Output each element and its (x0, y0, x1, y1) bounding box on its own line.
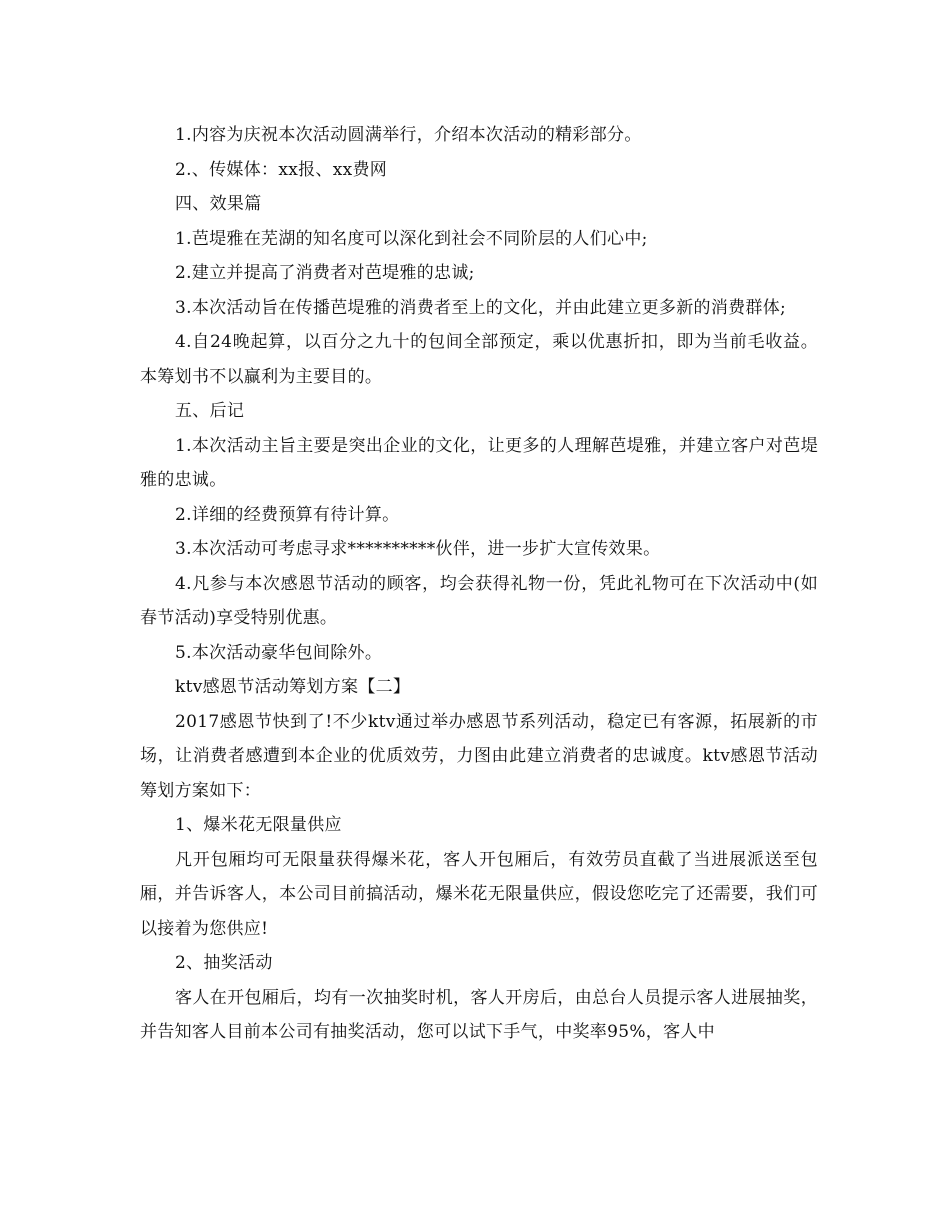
paragraph: 2.建立并提高了消费者对芭堤雅的忠诚; (175, 263, 475, 283)
paragraph: 5.本次活动豪华包间除外。 (175, 642, 383, 663)
paragraph: 2.、传媒体：xx报、xx费网 (175, 159, 388, 180)
paragraph: 3.本次活动旨在传播芭堤雅的消费者至上的文化，并由此建立更多新的消费群体; (175, 297, 787, 318)
section-heading: 四、效果篇 (175, 194, 262, 214)
paragraph: 1.本次活动主旨主要是突出企业的文化，让更多的人理解芭堤雅，并建立客户对芭堤雅的忠诚。 (140, 435, 818, 490)
paragraph: 2.详细的经费预算有待计算。 (175, 504, 400, 525)
document-body (140, 118, 818, 1050)
paragraph: 4.凡参与本次感恩节活动的顾客，均会获得礼物一份，凭此礼物可在下次活动中(如春节活动)享受特别优惠。 (140, 573, 818, 628)
paragraph: 客人在开包厢后，均有一次抽奖时机，客人开房后，由总台人员提示客人进展抽奖，并告知客人目前本公司有抽奖活动，您可以试下手气，中奖率95%，客人中 (140, 987, 818, 1042)
paragraph: 4.自24晚起算，以百分之九十的包间全部预定，乘以优惠折扣，即为当前毛收益。本筹划书不以赢利为主要目的。 (140, 332, 818, 387)
paragraph: 1.芭堤雅在芜湖的知名度可以深化到社会不同阶层的人们心中; (175, 228, 648, 249)
section-heading: 1、爆米花无限量供应 (175, 815, 342, 835)
section-heading: 五、后记 (175, 401, 245, 421)
paragraph: 凡开包厢均可无限量获得爆米花，客人开包厢后，有效劳员直截了当进展派送至包厢，并告诉客人，本公司目前搞活动，爆米花无限量供应，假设您吃完了还需要，我们可以接着为您供应! (140, 849, 818, 939)
paragraph: 3.本次活动可考虑寻求**********伙伴，进一步扩大宣传效果。 (175, 539, 661, 559)
paragraph: 1.内容为庆祝本次活动圆满举行，介绍本次活动的精彩部分。 (175, 125, 642, 145)
paragraph: 2017感恩节快到了!不少ktv通过举办感恩节系列活动，稳定已有客源，拓展新的市场，让消费者感遭到本企业的优质效劳，力图由此建立消费者的忠诚度。ktv感恩节活动筹划方案如下： (140, 711, 818, 801)
section-heading: 2、抽奖活动 (175, 953, 273, 973)
document-subtitle: ktv感恩节活动筹划方案【二】 (175, 677, 411, 697)
